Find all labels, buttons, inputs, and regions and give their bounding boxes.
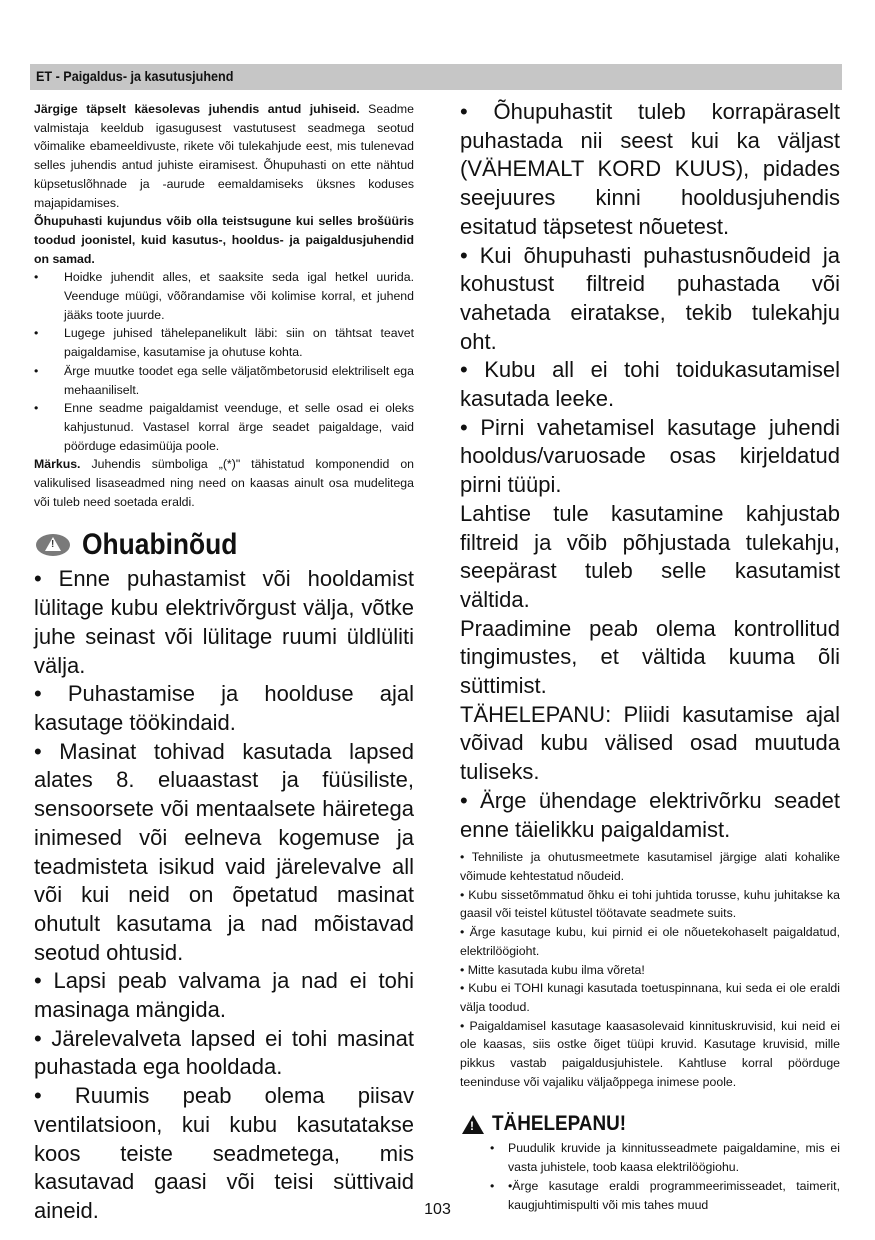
page-number: 103 bbox=[424, 1201, 451, 1218]
left-column bbox=[34, 100, 414, 1226]
list-item-text: Lugege juhised tähelepanelikult läbi: siin on tähtsat teavet paigaldamise, kasutamise ja ohutuse kohta. bbox=[64, 326, 414, 360]
bullet-glyph: • bbox=[34, 363, 39, 378]
warning-oval-icon bbox=[36, 534, 70, 556]
warning-item: TÄHELEPANU: Pliidi kasutamise ajal võivad kubu välised osad muutuda tuliseks. bbox=[460, 701, 840, 785]
warning-small-item: • Tehniliste ja ohutusmeetmete kasutamisel järgige alati kohalike võimude kehtestatud nõudeid. bbox=[460, 850, 840, 883]
warnings-left-list bbox=[34, 565, 414, 1225]
warning-item: Lahtise tule kasutamine kahjustab filtreid ja võib põhjustada tulekahju, seepärast tuleb selle kasutamist vältida. bbox=[460, 500, 840, 612]
warning-small-item: • Mitte kasutada kubu ilma võreta! bbox=[460, 962, 645, 977]
intro-paragraph bbox=[34, 100, 414, 212]
warning-item: • Puhastamise ja hoolduse ajal kasutage töökindaid. bbox=[34, 681, 414, 735]
list-item bbox=[460, 1139, 840, 1176]
remark-label: Märkus. bbox=[34, 457, 81, 472]
warning-item: • Ruumis peab olema piisav ventilatsioon, kui kubu kasutatakse koos teiste seadmetega, mis kasutavad gaasi või teisi süttivaid aineid. bbox=[34, 1083, 414, 1223]
design-note-text: Õhupuhasti kujundus võib olla teistsugune kui selles brošüüris toodud joonistel, kuid kasutus-, hooldus- ja paigaldusjuhendid on samad. bbox=[34, 214, 414, 266]
list-item-text: Enne seadme paigaldamist veenduge, et selle osad ei oleks kahjustunud. Vastasel korral ärge seadet paigaldage, vaid pöörduge edasimüüja poole. bbox=[64, 401, 414, 453]
right-column bbox=[460, 98, 840, 1214]
intro-bold-lead: Järgige täpselt käesolevas juhendis antud juhiseid. bbox=[34, 102, 360, 116]
warning-item: • Järelevalveta lapsed ei tohi masinat puhastada ega hooldada. bbox=[34, 1025, 414, 1080]
list-item bbox=[34, 362, 414, 399]
list-item bbox=[34, 268, 414, 324]
list-item-text: Puudulik kruvide ja kinnitusseadmete paigaldamine, mis ei vasta juhistele, toob kaasa elektrilöögiohu. bbox=[508, 1141, 840, 1175]
remark-text: Juhendis sümboliga „(*)" tähistatud komponendid on valikulised lisaseadmed ning need on kaasas ainult osa mudelitega või tuleb need soetada eraldi. bbox=[34, 457, 414, 509]
warning-item: • Kubu all ei tohi toidukasutamisel kasutada leeke. bbox=[460, 357, 840, 412]
list-item-text: Hoidke juhendit alles, et saaksite seda igal hetkel uurida. Veenduge müügi, võõrandamise või kolimise korral, et juhend jääks toote juurde. bbox=[64, 270, 414, 322]
warnings-right-list bbox=[460, 98, 840, 844]
warning-item: • Õhupuhastit tuleb korrapäraselt puhastada nii seest kui ka väljast (VÄHEMALT KORD KUUS), pidades seejuures kinni hooldusjuhendis esitatud täpsetest nõuetest. bbox=[460, 99, 840, 239]
warning-small-item: • Kubu sissetõmmatud õhku ei tohi juhtida torusse, kuhu juhitakse ka gaasil või teistel kütustel töötavate seadmete suits. bbox=[460, 887, 840, 921]
warning-item: • Lapsi peab valvama ja nad ei tohi masinaga mängida. bbox=[34, 968, 414, 1023]
warning-item: • Pirni vahetamisel kasutage juhendi hooldus/varuosade osas kirjeldatud pirni tüüpi. bbox=[460, 414, 840, 498]
warning-item: • Ärge ühendage elektrivõrku seadet enne täielikku paigaldamist. bbox=[460, 787, 840, 842]
bullet-glyph: • bbox=[34, 326, 39, 341]
warning-triangle-icon bbox=[462, 1115, 484, 1134]
remark-paragraph bbox=[34, 455, 414, 511]
warning-item: • Kui õhupuhasti puhastusnõudeid ja kohustust filtreid puhastada või vahetada eiratakse, tekib tulekahju oht. bbox=[460, 242, 840, 354]
warnings-right-small-list bbox=[460, 848, 840, 1091]
attention-heading bbox=[460, 1111, 840, 1137]
warning-item: Praadimine peab olema kontrollitud tingimustes, et vältida kuuma õli süttimist. bbox=[460, 615, 840, 699]
list-item bbox=[34, 399, 414, 455]
warning-item: • Enne puhastamist või hooldamist lülitage kubu elektrivõrgust välja, võtke juhe seinast või lülitage ruumi üldlüliti välja. bbox=[34, 566, 414, 678]
warnings-title: Ohuabinõud bbox=[82, 528, 238, 562]
list-item-text: •Ärge kasutage eraldi programmeerimisseadet, taimerit, kaugjuhtimispulti või mis tahes muud bbox=[508, 1178, 840, 1212]
bullet-glyph: • bbox=[34, 401, 39, 416]
warning-item: • Masinat tohivad kasutada lapsed alates 8. eluaastast ja füüsiliste, sensoorsete või mentaalsete häiretega inimesed või eelneva kogemuse ja teadmisteta isikud vaid järelevalve all või kui neid on õpetatud masinat ohutult kasutama ja nad mõistavad seotud ohtusid. bbox=[34, 738, 414, 965]
warnings-heading bbox=[34, 525, 414, 565]
list-item-text: Ärge muutke toodet ega selle väljatõmbetorusid elektriliselt ega mehaaniliselt. bbox=[64, 363, 414, 397]
bullet-glyph: • bbox=[490, 1141, 495, 1156]
section-header-bar bbox=[30, 64, 842, 90]
design-note-paragraph bbox=[34, 212, 414, 268]
attention-title: TÄHELEPANU! bbox=[492, 1112, 627, 1136]
warning-small-item: • Ärge kasutage kubu, kui pirnid ei ole nõuetekohaselt paigaldatud, elektrilöögioht. bbox=[460, 925, 840, 958]
bullet-glyph: • bbox=[34, 270, 39, 285]
warning-small-item: • Paigaldamisel kasutage kaasasolevaid kinnituskruvisid, kui neid ei ole kaasas, siis ostke õiget tüüpi kruvid. Kasutage kruvisid, mille pikkus vastab paigaldusjuhistele. Kahtluse korral pöörduge teeninduse või vajaliku väljaõppega inimese poole. bbox=[460, 1018, 840, 1089]
warning-small-item: • Kubu ei TOHI kunagi kasutada toetuspinnana, kui seda ei ole eraldi välja toodud. bbox=[460, 981, 840, 1014]
intro-text: Seadme valmistaja keeldub igasugusest vastutusest seadmega seotud võimalike ebameeldivuste, rikete või tulekahjude eest, mis tulenevad selles juhendis antud juhiste eiramisest. Õhupuhasti on ette nähtud küpsetuslõhnade ja -aurude eemaldamiseks üksnes koduses majapidamises. bbox=[34, 102, 414, 210]
intro-bullet-list bbox=[34, 268, 414, 455]
section-header-title: ET - Paigaldus- ja kasutusjuhend bbox=[36, 68, 234, 84]
bullet-glyph: • bbox=[490, 1178, 495, 1193]
list-item bbox=[34, 324, 414, 361]
